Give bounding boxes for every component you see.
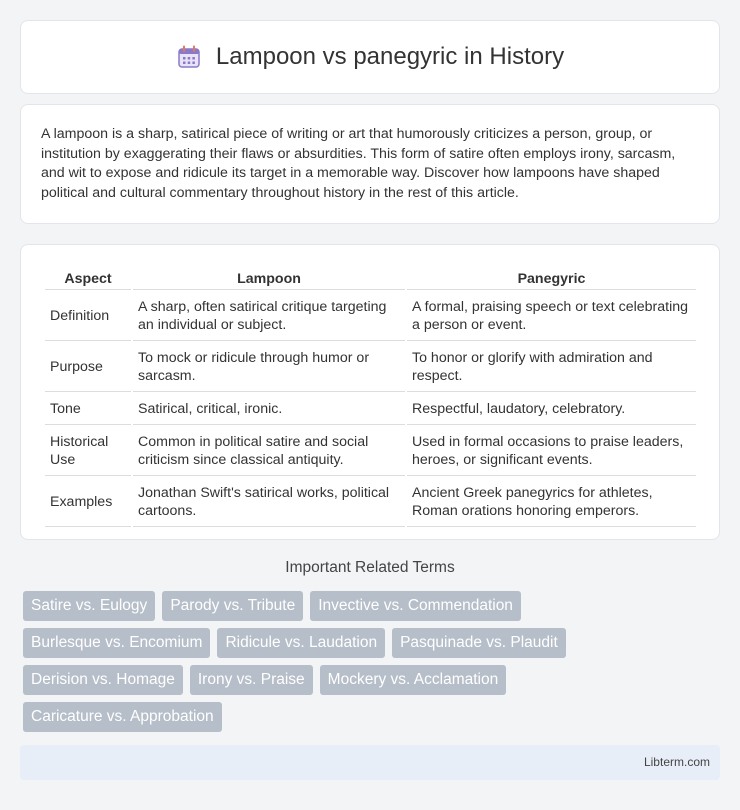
related-term-tag[interactable]: Ridicule vs. Laudation xyxy=(217,628,385,658)
row-lampoon: Common in political satire and social criticism since classical antiquity. xyxy=(133,427,405,476)
related-term-tag[interactable]: Mockery vs. Acclamation xyxy=(320,665,507,695)
comparison-table xyxy=(43,265,698,529)
header-aspect: Aspect xyxy=(45,267,131,290)
row-aspect: Purpose xyxy=(45,343,131,392)
row-aspect: Tone xyxy=(45,394,131,425)
row-panegyric: Ancient Greek panegyrics for athletes, Roman orations honoring emperors. xyxy=(407,478,696,527)
footer-site-link[interactable]: Libterm.com xyxy=(643,755,710,769)
row-panegyric: To honor or glorify with admiration and respect. xyxy=(407,343,696,392)
header-card xyxy=(20,20,720,94)
row-lampoon: Satirical, critical, ironic. xyxy=(133,394,405,425)
related-term-tag[interactable]: Pasquinade vs. Plaudit xyxy=(392,628,566,658)
row-panegyric: Respectful, laudatory, celebratory. xyxy=(407,394,696,425)
related-term-tag[interactable]: Derision vs. Homage xyxy=(23,665,183,695)
related-term-tag[interactable]: Caricature vs. Approbation xyxy=(23,702,222,732)
footer xyxy=(20,745,720,780)
tag-row xyxy=(23,591,723,621)
tag-row xyxy=(23,702,723,732)
row-aspect: Definition xyxy=(45,292,131,341)
table-row xyxy=(45,427,696,476)
table-row xyxy=(45,394,696,425)
related-term-tag[interactable]: Invective vs. Commendation xyxy=(310,591,521,621)
row-aspect: Historical Use xyxy=(45,427,131,476)
row-lampoon: To mock or ridicule through humor or sarcasm. xyxy=(133,343,405,392)
row-lampoon: A sharp, often satirical critique targeting an individual or subject. xyxy=(133,292,405,341)
header-panegyric: Panegyric xyxy=(407,267,696,290)
table-row xyxy=(45,478,696,527)
row-panegyric: A formal, praising speech or text celebrating a person or event. xyxy=(407,292,696,341)
related-term-tag[interactable]: Satire vs. Eulogy xyxy=(23,591,155,621)
row-lampoon: Jonathan Swift's satirical works, political cartoons. xyxy=(133,478,405,527)
related-term-tag[interactable]: Irony vs. Praise xyxy=(190,665,313,695)
calendar-icon xyxy=(176,44,202,70)
related-term-tag[interactable]: Parody vs. Tribute xyxy=(162,591,303,621)
table-header-row xyxy=(45,267,696,290)
table-row xyxy=(45,343,696,392)
intro-text: A lampoon is a sharp, satirical piece of writing or art that humorously criticizes a person, group, or institution by exaggerating their flaws or absurdities. This form of satire often employs irony, sarcasm, and wit to expose and ridicule its target in a memorable way. Discover how lampoons have shaped political and cultural commentary throughout history in the rest of this article. xyxy=(41,126,676,201)
row-panegyric: Used in formal occasions to praise leaders, heroes, or significant events. xyxy=(407,427,696,476)
row-aspect: Examples xyxy=(45,478,131,527)
header-lampoon: Lampoon xyxy=(133,267,405,290)
page-title: Lampoon vs panegyric in History xyxy=(215,43,565,70)
table-row xyxy=(45,292,696,341)
tag-row xyxy=(23,665,723,695)
comparison-card xyxy=(20,244,720,540)
intro-card xyxy=(20,104,720,224)
related-term-tag[interactable]: Burlesque vs. Encomium xyxy=(23,628,210,658)
related-terms-title: Important Related Terms xyxy=(285,559,455,576)
related-terms-list xyxy=(23,591,723,739)
tag-row xyxy=(23,628,723,658)
